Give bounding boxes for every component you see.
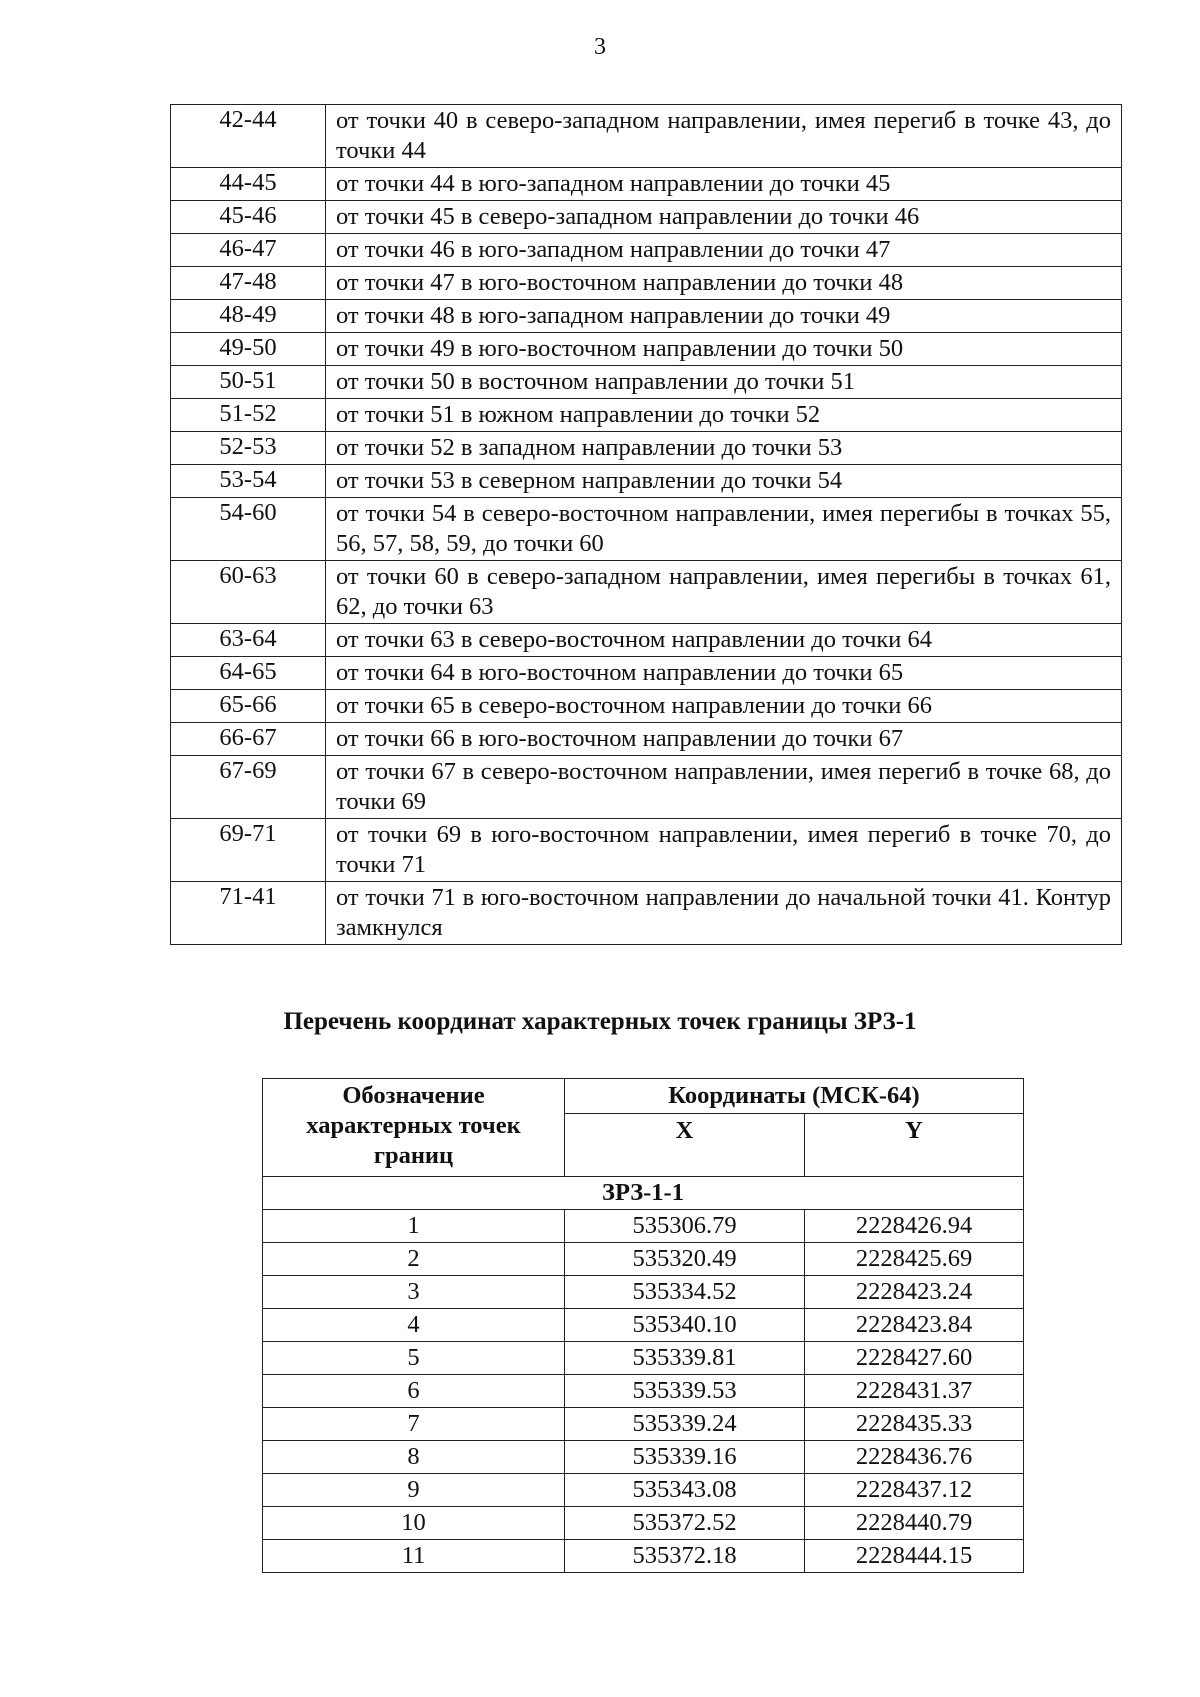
x-value: 535334.52 xyxy=(565,1276,805,1309)
segment-range: 52-53 xyxy=(171,432,326,465)
coordinate-row xyxy=(263,1375,1024,1408)
segment-row xyxy=(171,756,1122,819)
point-id: 7 xyxy=(263,1408,565,1441)
coordinates-table xyxy=(262,1078,1024,1573)
segment-range: 71-41 xyxy=(171,882,326,945)
subsection-label: ЗРЗ-1-1 xyxy=(263,1177,1024,1210)
header-row xyxy=(263,1079,1024,1114)
x-value: 535343.08 xyxy=(565,1474,805,1507)
segment-row xyxy=(171,234,1122,267)
segment-range: 49-50 xyxy=(171,333,326,366)
segment-description: от точки 46 в юго-западном направлении до точки 47 xyxy=(326,234,1122,267)
segment-row xyxy=(171,498,1122,561)
segment-range: 53-54 xyxy=(171,465,326,498)
segment-row xyxy=(171,882,1122,945)
segment-range: 63-64 xyxy=(171,624,326,657)
y-value: 2228426.94 xyxy=(805,1210,1024,1243)
point-id: 5 xyxy=(263,1342,565,1375)
coordinate-row xyxy=(263,1342,1024,1375)
point-designation-header: Обозначение характерных точек границ xyxy=(263,1079,565,1177)
segment-description: от точки 40 в северо-западном направлении, имея перегиб в точке 43, до точки 44 xyxy=(326,105,1122,168)
segment-row xyxy=(171,105,1122,168)
segment-description: от точки 69 в юго-восточном направлении, имея перегиб в точке 70, до точки 71 xyxy=(326,819,1122,882)
coordinate-row xyxy=(263,1243,1024,1276)
point-id: 9 xyxy=(263,1474,565,1507)
segment-range: 54-60 xyxy=(171,498,326,561)
y-value: 2228431.37 xyxy=(805,1375,1024,1408)
segment-description: от точки 60 в северо-западном направлении, имея перегибы в точках 61, 62, до точки 63 xyxy=(326,561,1122,624)
segment-range: 51-52 xyxy=(171,399,326,432)
x-value: 535306.79 xyxy=(565,1210,805,1243)
segment-description: от точки 67 в северо-восточном направлении, имея перегиб в точке 68, до точки 69 xyxy=(326,756,1122,819)
segment-description: от точки 63 в северо-восточном направлении до точки 64 xyxy=(326,624,1122,657)
point-id: 8 xyxy=(263,1441,565,1474)
segment-description: от точки 47 в юго-восточном направлении до точки 48 xyxy=(326,267,1122,300)
segment-range: 50-51 xyxy=(171,366,326,399)
x-value: 535339.16 xyxy=(565,1441,805,1474)
segment-row xyxy=(171,657,1122,690)
x-value: 535339.24 xyxy=(565,1408,805,1441)
coordinates-body xyxy=(263,1177,1024,1573)
point-id: 10 xyxy=(263,1507,565,1540)
x-value: 535372.18 xyxy=(565,1540,805,1573)
segment-range: 48-49 xyxy=(171,300,326,333)
segment-description: от точки 50 в восточном направлении до точки 51 xyxy=(326,366,1122,399)
subsection-row xyxy=(263,1177,1024,1210)
segment-row xyxy=(171,690,1122,723)
segment-row xyxy=(171,561,1122,624)
boundary-segments-table xyxy=(170,104,1122,945)
segment-range: 42-44 xyxy=(171,105,326,168)
segment-description: от точки 66 в юго-восточном направлении до точки 67 xyxy=(326,723,1122,756)
segment-range: 66-67 xyxy=(171,723,326,756)
point-id: 11 xyxy=(263,1540,565,1573)
coordinate-row xyxy=(263,1474,1024,1507)
y-value: 2228436.76 xyxy=(805,1441,1024,1474)
segments-body xyxy=(171,105,1122,945)
segment-description: от точки 51 в южном направлении до точки 52 xyxy=(326,399,1122,432)
segment-range: 47-48 xyxy=(171,267,326,300)
segment-description: от точки 45 в северо-западном направлении до точки 46 xyxy=(326,201,1122,234)
segment-range: 69-71 xyxy=(171,819,326,882)
segment-description: от точки 64 в юго-восточном направлении до точки 65 xyxy=(326,657,1122,690)
segment-row xyxy=(171,399,1122,432)
coordinate-row xyxy=(263,1408,1024,1441)
page-number: 3 xyxy=(594,34,606,60)
segment-description: от точки 44 в юго-западном направлении до точки 45 xyxy=(326,168,1122,201)
segment-range: 67-69 xyxy=(171,756,326,819)
segment-row xyxy=(171,201,1122,234)
segment-range: 60-63 xyxy=(171,561,326,624)
x-value: 535339.53 xyxy=(565,1375,805,1408)
segment-description: от точки 53 в северном направлении до точки 54 xyxy=(326,465,1122,498)
coordinate-row xyxy=(263,1540,1024,1573)
y-value: 2228427.60 xyxy=(805,1342,1024,1375)
segment-row xyxy=(171,168,1122,201)
segment-row xyxy=(171,432,1122,465)
segment-description: от точки 65 в северо-восточном направлении до точки 66 xyxy=(326,690,1122,723)
y-header: Y xyxy=(805,1114,1024,1177)
coordinate-row xyxy=(263,1441,1024,1474)
y-value: 2228440.79 xyxy=(805,1507,1024,1540)
segment-description: от точки 49 в юго-восточном направлении до точки 50 xyxy=(326,333,1122,366)
coordinates-header-cell: Координаты (МСК-64) xyxy=(565,1079,1024,1114)
segment-row xyxy=(171,723,1122,756)
section-title: Перечень координат характерных точек границы ЗРЗ-1 xyxy=(283,1008,917,1035)
segment-description: от точки 71 в юго-восточном направлении до начальной точки 41. Контур замкнулся xyxy=(326,882,1122,945)
y-value: 2228423.24 xyxy=(805,1276,1024,1309)
y-value: 2228444.15 xyxy=(805,1540,1024,1573)
segment-row xyxy=(171,819,1122,882)
x-value: 535320.49 xyxy=(565,1243,805,1276)
segment-range: 44-45 xyxy=(171,168,326,201)
segment-row xyxy=(171,366,1122,399)
x-value: 535339.81 xyxy=(565,1342,805,1375)
segment-row xyxy=(171,300,1122,333)
point-id: 2 xyxy=(263,1243,565,1276)
point-id: 1 xyxy=(263,1210,565,1243)
point-id: 6 xyxy=(263,1375,565,1408)
x-value: 535372.52 xyxy=(565,1507,805,1540)
segment-range: 45-46 xyxy=(171,201,326,234)
coordinate-row xyxy=(263,1210,1024,1243)
point-id: 4 xyxy=(263,1309,565,1342)
x-value: 535340.10 xyxy=(565,1309,805,1342)
segment-row xyxy=(171,267,1122,300)
segment-description: от точки 48 в юго-западном направлении до точки 49 xyxy=(326,300,1122,333)
y-value: 2228423.84 xyxy=(805,1309,1024,1342)
y-value: 2228437.12 xyxy=(805,1474,1024,1507)
segment-row xyxy=(171,624,1122,657)
x-header: X xyxy=(565,1114,805,1177)
segment-range: 64-65 xyxy=(171,657,326,690)
segment-row xyxy=(171,465,1122,498)
coordinate-row xyxy=(263,1507,1024,1540)
y-value: 2228435.33 xyxy=(805,1408,1024,1441)
segment-row xyxy=(171,333,1122,366)
segment-description: от точки 52 в западном направлении до точки 53 xyxy=(326,432,1122,465)
segment-range: 46-47 xyxy=(171,234,326,267)
segment-description: от точки 54 в северо-восточном направлении, имея перегибы в точках 55, 56, 57, 58, 59, до точки 60 xyxy=(326,498,1122,561)
segment-range: 65-66 xyxy=(171,690,326,723)
point-id: 3 xyxy=(263,1276,565,1309)
coordinate-row xyxy=(263,1309,1024,1342)
coordinates-header xyxy=(263,1079,1024,1177)
y-value: 2228425.69 xyxy=(805,1243,1024,1276)
coordinate-row xyxy=(263,1276,1024,1309)
